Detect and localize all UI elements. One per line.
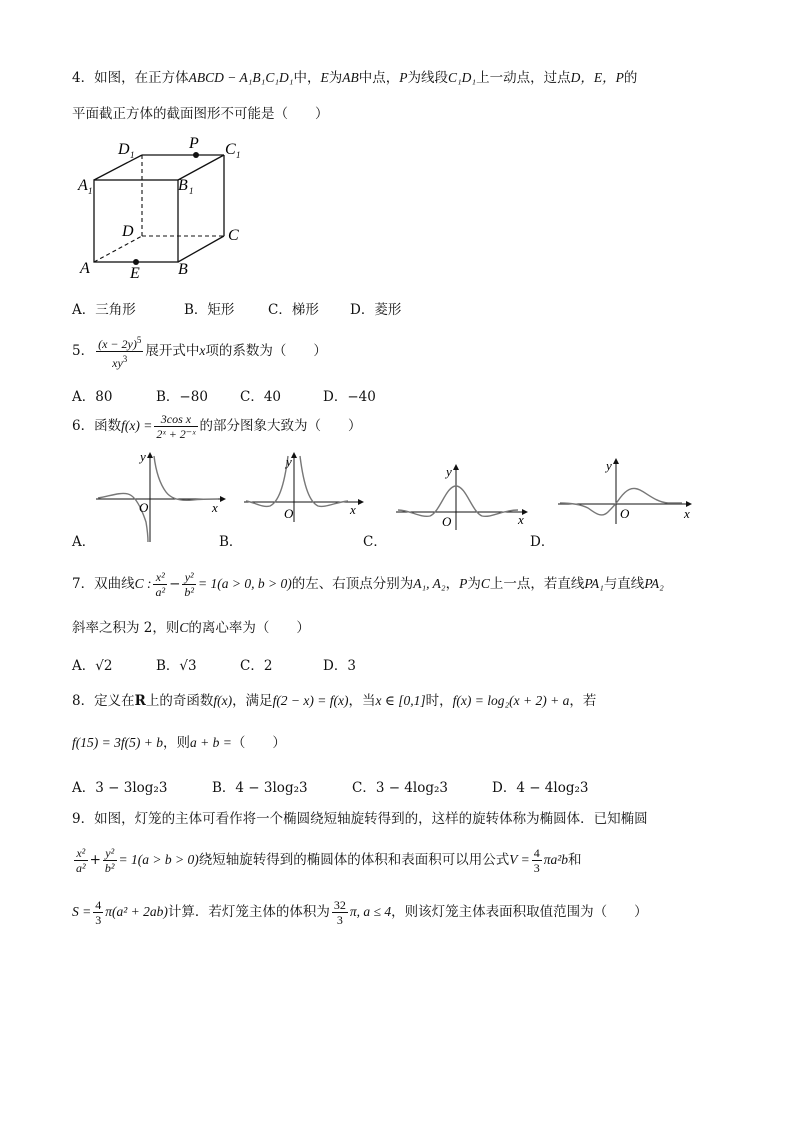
q7-frac-y	[182, 570, 196, 599]
q4-option-d[interactable]: D．菱形	[350, 302, 402, 318]
point-p	[193, 152, 199, 158]
label-sub: 1	[130, 150, 135, 160]
q5-fraction	[96, 333, 143, 370]
q8-text: ，满足	[232, 693, 273, 709]
q8-math: f(15) = 3f(5) + b	[72, 735, 163, 750]
q8-math: f(2 − x) = f(x)	[272, 693, 349, 708]
origin-label: O	[620, 506, 630, 521]
q7-frac-den: a²	[155, 585, 166, 599]
q9-math: πa²b	[543, 852, 569, 867]
q4-text: 中点，	[358, 70, 400, 86]
q8-text: ，当	[348, 693, 376, 709]
q4-stem-line2: 平面截正方体的截面图形不可能是（ ）	[72, 106, 329, 122]
q9-frac-den: b²	[104, 861, 115, 875]
q7-option-b[interactable]: B．√3	[156, 658, 197, 674]
q6-stem	[72, 412, 362, 441]
q7-math: C	[179, 620, 189, 635]
q9-text: 和	[568, 852, 582, 868]
q7-frac-num: x²	[153, 570, 167, 585]
q9-math: V =	[509, 852, 530, 867]
q9-stem-line3	[72, 898, 648, 927]
q9-frac-x	[74, 846, 88, 875]
q6-option-b[interactable]: B．	[219, 534, 243, 550]
q9-frac-num: 4	[95, 898, 102, 912]
q8-stem-line1	[72, 693, 596, 709]
q4-text: 上一动点，过点	[476, 70, 571, 86]
q9-frac-y	[103, 846, 117, 875]
q8-text: ，若	[569, 693, 597, 709]
q9-frac-num: 32	[333, 898, 346, 912]
origin-label: O	[442, 514, 452, 529]
q8-option-c[interactable]: C．3 − 4log₂3	[352, 780, 448, 796]
q8-option-a[interactable]: A．3 − 3log₂3	[72, 780, 168, 796]
q7-frac-num: y²	[182, 570, 196, 585]
q5-text: 展开式中	[145, 343, 200, 359]
q7-text: 上一点，若直线	[489, 576, 585, 592]
axis-x-label: x	[212, 500, 218, 515]
q6-frac-num: 3cos x	[154, 412, 197, 427]
q9-text: 绕短轴旋转得到的椭圆体的体积和表面积可以用公式	[198, 852, 510, 868]
q7-stem-line1	[72, 570, 664, 599]
cube-front-face	[94, 180, 178, 262]
label-sub: 1	[236, 150, 241, 160]
q4-math: D，E，P	[570, 70, 624, 85]
q7-option-a[interactable]: A．√2	[72, 658, 113, 674]
graph-c	[394, 462, 534, 532]
q4-math: AB	[342, 70, 359, 85]
q9-text: ，则该灯笼主体表面积取值范围为（ ）	[391, 904, 648, 920]
q9-frac-den: 3	[336, 913, 343, 927]
q8-text: （ ）	[231, 735, 286, 751]
axis-y-label: y	[140, 449, 146, 464]
q7-math: A₁, A₂	[413, 576, 446, 591]
q8-math: x ∈ [0,1]	[375, 693, 426, 708]
q4-text: 为线段	[407, 70, 448, 86]
q4-text: 中，	[293, 70, 321, 86]
q5-option-a[interactable]: A．80	[72, 389, 113, 405]
q4-option-a[interactable]: A．三角形	[72, 302, 136, 318]
q6-frac-den: 2ˣ + 2⁻ˣ	[156, 427, 196, 441]
q9-frac-num: y²	[103, 846, 117, 861]
label-b1: B	[178, 177, 188, 194]
q5-exp: 3	[122, 354, 128, 364]
q7-minus: −	[169, 576, 181, 592]
q7-num: 7．双曲线	[72, 576, 135, 592]
label-e: E	[130, 265, 140, 282]
q7-math: = 1(a > 0, b > 0)	[198, 576, 292, 591]
q5-option-b[interactable]: B．−80	[156, 389, 208, 405]
label-a1: A	[78, 177, 88, 194]
q4-cube-name: ABCD − A₁B₁C₁D₁	[188, 70, 294, 85]
q7-frac-den: b²	[184, 585, 194, 599]
q5-var: x	[199, 343, 206, 358]
q7-stem-line2	[72, 620, 310, 636]
q6-func: f(x) =	[121, 418, 153, 433]
q9-text: 计算．若灯笼主体的体积为	[167, 904, 330, 920]
q6-option-c[interactable]: C．	[363, 534, 387, 550]
origin-label: O	[284, 506, 294, 521]
label-b: B	[178, 261, 188, 278]
q4-math: P	[399, 70, 408, 85]
axis-y-label: y	[606, 458, 612, 473]
q8-text: 上的奇函数	[145, 693, 214, 709]
q8-text: 时，	[425, 693, 453, 709]
q5-text: 项的系数为（ ）	[205, 343, 327, 359]
q5-num: 5．	[72, 343, 95, 359]
q6-option-d[interactable]: D．	[530, 534, 555, 550]
q9-frac-den: 3	[533, 861, 540, 875]
cube-hidden-edge	[94, 236, 142, 262]
q5-option-c[interactable]: C．40	[240, 389, 282, 405]
q7-text: 的左、右顶点分别为	[291, 576, 414, 592]
q8-math: f(x)	[213, 693, 233, 708]
q7-option-d[interactable]: D．3	[323, 658, 356, 674]
q7-math: C	[480, 576, 490, 591]
cube-edge	[178, 236, 224, 262]
q4-math: C₁D₁	[447, 70, 477, 85]
q7-text: 的离心率为（ ）	[188, 620, 310, 636]
q9-frac-v	[532, 846, 542, 875]
graph-d	[556, 456, 698, 526]
label-c1: C	[225, 141, 236, 158]
q9-stem-line1: 9．如图，灯笼的主体可看作将一个椭圆绕短轴旋转得到的，这样的旋转体称为椭圆体．已知椭圆	[72, 811, 648, 827]
axis-y-label: y	[286, 454, 292, 469]
q9-math: S =	[72, 904, 92, 919]
q5-option-d[interactable]: D．−40	[323, 389, 376, 405]
label-sub: 1	[189, 186, 194, 196]
label-d: D	[122, 223, 134, 240]
label-d1: D	[118, 141, 130, 158]
q7-text: 为	[467, 576, 481, 592]
q8-stem-line2	[72, 735, 286, 751]
q9-frac-den: a²	[76, 861, 86, 875]
label-p: P	[189, 135, 199, 152]
q8-option-d[interactable]: D．4 − 4log₂3	[492, 780, 589, 796]
q7-math: PA₁	[584, 576, 604, 591]
graph-a	[92, 449, 227, 544]
q9-frac-den: 3	[95, 913, 102, 927]
axis-y-label: y	[446, 464, 452, 479]
q9-math: π(a² + 2ab)	[105, 904, 168, 919]
q5-exp: 5	[136, 335, 142, 345]
q8-real-set: R	[134, 693, 146, 709]
q9-frac-num: x²	[74, 846, 88, 861]
label-c: C	[228, 227, 239, 244]
q5-stem	[72, 333, 327, 370]
q8-option-b[interactable]: B．4 − 3log₂3	[212, 780, 308, 796]
q7-text: 斜率之积为 2，则	[72, 620, 180, 636]
q8-math: f(x) = log₂(x + 2) + a	[452, 693, 570, 708]
origin-label: O	[139, 500, 149, 515]
q5-frac-den: xy	[112, 356, 123, 370]
q7-text: ，	[445, 576, 460, 592]
q6-num: 6．函数	[72, 418, 122, 434]
q7-math: PA₂	[644, 576, 664, 591]
axis-x-label: x	[518, 512, 524, 527]
q7-frac-x	[153, 570, 167, 599]
q4-text: 4．如图，在正方体	[72, 70, 189, 86]
q4-math: E	[320, 70, 329, 85]
q5-frac-num: (x − 2y)	[98, 337, 137, 351]
q9-math: = 1(a > b > 0)	[118, 852, 199, 867]
q7-text: 与直线	[603, 576, 645, 592]
q4-option-b[interactable]: B．矩形	[184, 302, 235, 318]
q7-math: C :	[134, 576, 152, 591]
q9-math: π, a ≤ 4	[349, 904, 392, 919]
axis-x-label: x	[684, 506, 690, 521]
q9-stem-line2	[72, 846, 582, 875]
q6-fraction	[154, 412, 197, 441]
q6-text: 的部分图象大致为（ ）	[199, 418, 362, 434]
q6-option-a[interactable]: A．	[72, 534, 96, 550]
graph-b	[242, 452, 367, 532]
q9-plus: +	[89, 852, 101, 868]
q4-stem-line1	[72, 70, 637, 86]
q8-text: ，则	[162, 735, 190, 751]
q9-frac-s	[93, 898, 103, 927]
q7-option-c[interactable]: C．2	[240, 658, 273, 674]
axis-x-label: x	[350, 502, 356, 517]
q7-math: P	[459, 576, 468, 591]
q9-frac-vol	[332, 898, 348, 927]
q4-text: 为	[328, 70, 343, 86]
cube-edge	[94, 155, 142, 180]
label-a: A	[80, 260, 90, 277]
q4-option-c[interactable]: C．梯形	[268, 302, 319, 318]
q8-text: 8．定义在	[72, 693, 135, 709]
cube-figure	[72, 132, 252, 282]
label-sub: 1	[88, 186, 93, 196]
q4-text: 的	[623, 70, 638, 86]
q9-frac-num: 4	[533, 846, 540, 860]
q8-math: a + b =	[189, 735, 232, 750]
